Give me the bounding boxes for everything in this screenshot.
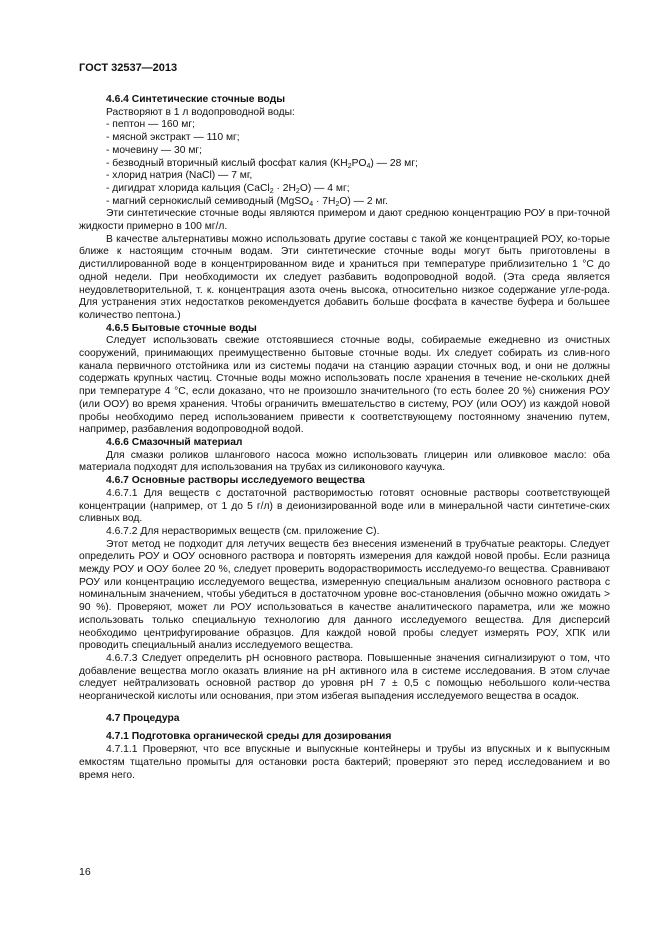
list-item: - хлорид натрия (NaCl) — 7 мг, [106,170,253,182]
formula-text: PO [351,157,367,169]
section-4-6-6-title: 4.6.6 Смазочный материал [106,436,243,448]
formula-text: · 2H [273,182,296,194]
document-body [79,94,610,782]
formula-text: · 7H [313,195,336,207]
spacer [79,704,610,713]
paragraph: В качестве альтернативы можно использовать другие составы с такой же концентрацией РОУ, ко-торые ближе к настоящим сточным водам. Эти синтетические сточные воды могут быть приготовлены в дистиллированной воде в концентрированном виде и храниться при температуре приблизительно 1 °С до одной недели. При необходимости их следует разбавить водопроводной водой. (Эта среда является неудовлетворительной, т. к. концентрация азота очень высока, относительно низкое содержание угле-рода. Для устранения этих недостатков рекомендуется добавить больше фосфата в качестве буфера и большее количество пептона.) [79,233,610,321]
paragraph: 4.6.7.3 Следует определить pH основного раствора. Повышенные значения сигнализируют о том, что добавление вещества могло оказать влияние на pH активного ила в системе исследования. В этом случае следует нейтрализовать основной раствор до уровня pH 7 ± 0,5 с помощью небольшого коли-чества неорганической кислоты или основания, при этом избегая выпадения исследуемого вещества в осадок. [79,652,610,703]
formula-text: - безводный вторичный кислый фосфат калия (KH [106,157,348,169]
document-header: ГОСТ 32537—2013 [79,62,178,74]
section-4-7-1-title: 4.7.1 Подготовка органической среды для дозирования [106,731,392,743]
paragraph: Этот метод не подходит для летучих веществ без внесения изменений в трубчатые реакторы. Следует определить РОУ и ООУ основного раствора и повторять измерения для каждой новой пробы. Если разница между РОУ и ООУ более 20 %, следует проверить водорастворимость исследуемо-го вещества. Сравнивают РОУ или концентрацию исследуемого вещества, измеренную специальным анализом основного раствора с номинальным значением, чтобы убедиться в достаточном уровне вос-становления (обычно можно ожидать > 90 %). Проверяют, может ли РОУ использоваться в качестве аналитического параметра, или же можно использовать только специальную технологию для данного исследуемого вещества. Для дисперсий необходимо центрифугирование образцов. Для каждой новой пробы следует измерять РОУ, ХПК или проводить специальный анализ исследуемого вещества. [79,538,610,652]
list-item: - мочевину — 30 мг; [106,144,203,156]
paragraph: Эти синтетические сточные воды являются примером и дают среднюю концентрацию РОУ в при-точной жидкости примерно в 100 мг/л. [79,208,610,233]
section-4-6-4-title: 4.6.4 Синтетические сточные воды [106,94,286,105]
paragraph: Для смазки роликов шлангового насоса можно использовать глицерин или оливковое масло: оба материала подходят для использования на трубах из силиконового каучука. [79,449,610,474]
formula-text: O) — 4 мг; [299,182,350,194]
paragraph: Следует использовать свежие отстоявшиеся сточные воды, собираемые ежедневно из очистных сооружений, принимающих преимущественно бытовые сточные воды. Их следует собирать из слив-ного канала первичного отстойника или из системы подачи на станцию аэрации сточных вод, и они не должны содержать крупных частиц. Сточные воды можно использовать после хранения в течение не-скольких дней при температуре 4 °С, если доказано, что не произошло значительного (то есть более 20 %) снижения РОУ (или ООУ) во время хранения. Чтобы ограничить вмешательство в систему, РОУ (или ООУ) из каждой новой пробы необходимо перед использованием привести к соответствующему постоянному значению путем, например, разбавления водопроводной водой. [79,335,610,436]
section-4-6-7-title: 4.6.7 Основные растворы исследуемого вещества [106,475,365,487]
page-number: 16 [79,866,91,878]
paragraph: 4.6.7.2 Для нерастворимых веществ (см. приложение С). [106,525,380,537]
section-4-7-title: 4.7 Процедура [106,712,180,724]
formula-subscript: 2 [335,200,340,208]
formula-subscript: 2 [295,187,300,195]
formula-text: O) — 2 мг. [339,195,388,207]
section-4-6-4-intro: Растворяют в 1 л водопроводной воды: [106,106,295,118]
formula-text: - магний сернокислый семиводный (MgSO [106,195,310,207]
formula-subscript: 2 [347,162,352,170]
list-item: - пептон — 160 мг; [106,119,195,131]
section-4-6-5-title: 4.6.5 Бытовые сточные воды [106,322,257,334]
formula-text: - дигидрат хлорида кальция (CaCl [106,182,270,194]
list-item-kh2po4 [79,158,610,171]
formula-text: ) — 28 мг; [370,157,418,169]
paragraph: 4.6.7.1 Для веществ с достаточной растворимостью готовят основные растворы соответствующей концентрации (например, от 1 до 5 г/л) в деионизированной воде или в минеральной части синтетиче-ских сливных вод. [79,487,610,525]
list-item: - мясной экстракт — 110 мг; [106,132,240,144]
list-item-cacl2 [79,183,610,196]
formula-subscript: 2 [269,187,274,195]
formula-subscript: 4 [366,162,371,170]
formula-subscript: 4 [309,200,314,208]
paragraph: 4.7.1.1 Проверяют, что все впускные и выпускные контейнеры и трубы из впускных и к выпускным емкостям тщательно промыты для остановки роста бактерий; проверяют это перед исследованием и во время него. [79,744,610,781]
list-item-mgso4 [79,196,610,209]
